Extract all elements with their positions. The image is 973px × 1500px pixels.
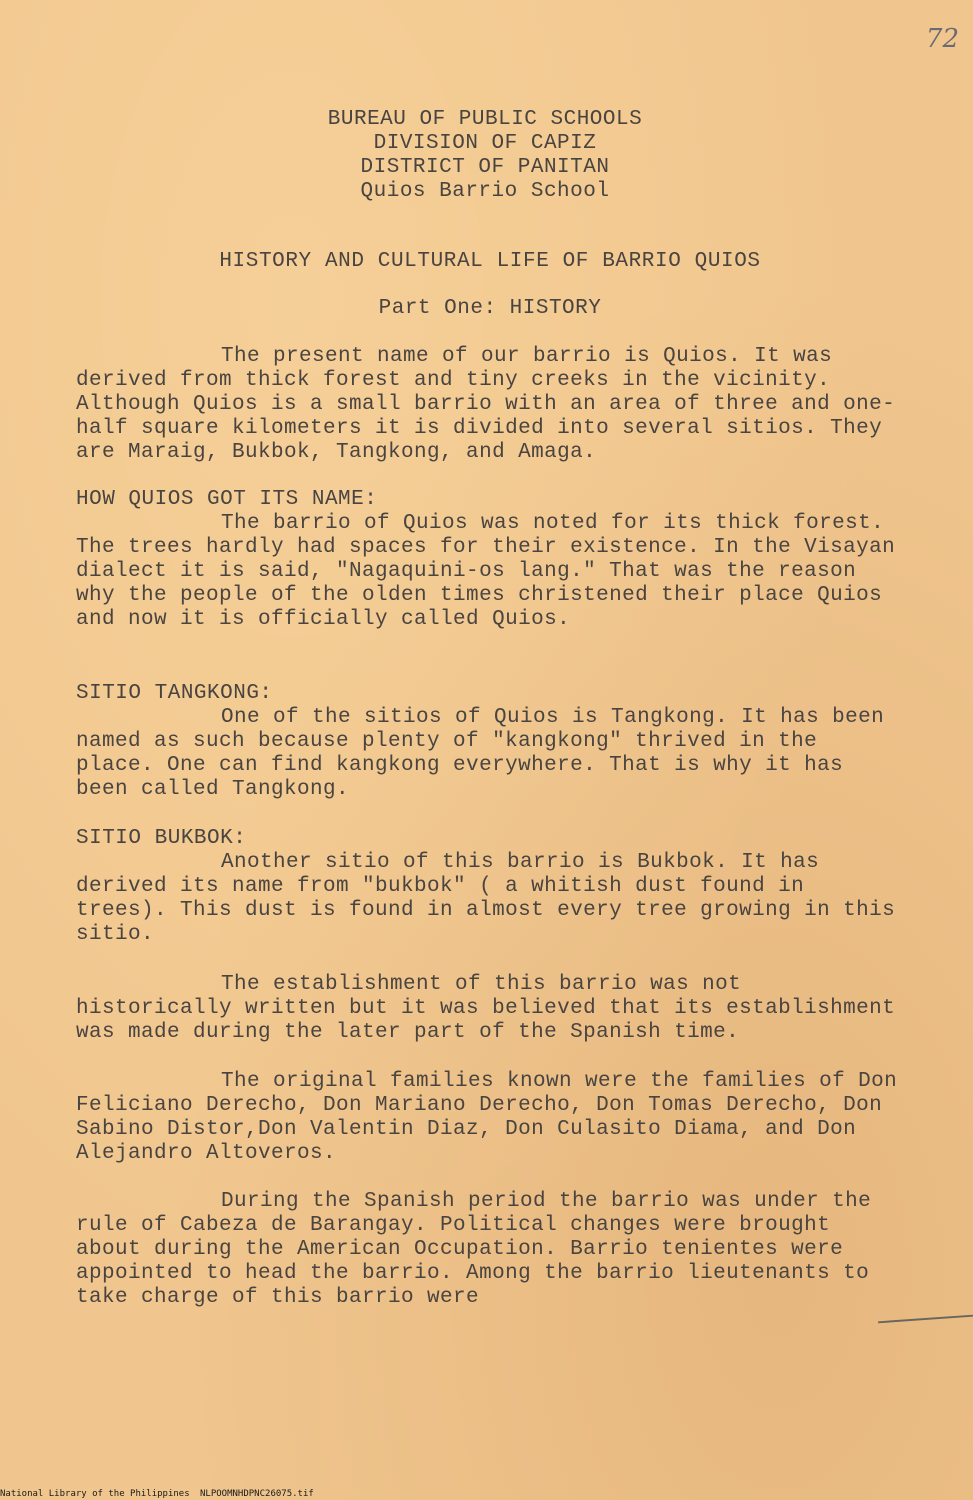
margin-pencil-mark <box>878 1315 973 1324</box>
section-heading: SITIO TANGKONG: <box>76 682 273 705</box>
intro-paragraph: The present name of our barrio is Quios. It was derived from thick forest and tiny creeks in the vicinity. Although Quios is a small barrio with an area of three and one-half square kilometers it is divided into several sitios. They are Maraig, Bukbok, Tangkong, and Amaga. <box>76 345 896 464</box>
establishment-block <box>76 973 906 1045</box>
establishment-paragraph: The establishment of this barrio was not historically written but it was believed that its establishment was made during the later part of the Spanish time. <box>76 973 896 1044</box>
section-tangkong <box>76 682 906 802</box>
footer-file-name: NLPOOMNHDPNC26075.tif <box>200 1489 314 1499</box>
part-title: Part One: HISTORY <box>378 297 602 320</box>
header-school: Quios Barrio School <box>360 180 610 203</box>
intro-block <box>76 345 906 465</box>
document-header <box>250 108 720 204</box>
spanish-period-paragraph: During the Spanish period the barrio was under the rule of Cabeza de Barangay. Political changes were brought about during the American Occupation. Barrio tenientes were appointed to head the barrio. Among the barrio lieutenants to take charge of this barrio were <box>76 1190 872 1309</box>
section-heading: HOW QUIOS GOT ITS NAME: <box>76 488 378 511</box>
header-division: DIVISION OF CAPIZ <box>373 132 597 155</box>
document-title: HISTORY AND CULTURAL LIFE OF BARRIO QUIOS <box>219 250 761 273</box>
section-paragraph: Another sitio of this barrio is Bukbok. It has derived its name from "bukbok" ( a whitish dust found in trees). This dust is found in almost every tree growing in this sitio. <box>76 851 896 946</box>
families-paragraph: The original families known were the families of Don Feliciano Derecho, Don Mariano Derecho, Don Tomas Derecho, Don Sabino Distor,Don Valentin Diaz, Don Culasito Diama, and Don Alejandro Altoveros. <box>76 1070 898 1165</box>
section-quios-name <box>76 488 906 632</box>
spanish-period-block <box>76 1190 906 1310</box>
section-paragraph: One of the sitios of Quios is Tangkong. It has been named as such because plenty of "kangkong" thrived in the place. One can find kangkong everywhere. That is why it has been called Tangkong. <box>76 706 885 801</box>
section-heading: SITIO BUKBOK: <box>76 827 247 850</box>
header-bureau: BUREAU OF PUBLIC SCHOOLS <box>327 108 643 131</box>
section-paragraph: The barrio of Quios was noted for its thick forest. The trees hardly had spaces for their existence. In the Visayan dialect it is said, "Nagaquini-os lang." That was the reason why the people of the olden times christened their place Quios and now it is officially called Quios. <box>76 512 896 631</box>
header-district: DISTRICT OF PANITAN <box>360 156 610 179</box>
section-bukbok <box>76 827 906 947</box>
page-number: 72 <box>925 24 959 54</box>
footer-library-credit: National Library of the Philippines <box>0 1489 190 1499</box>
families-block <box>76 1070 906 1166</box>
